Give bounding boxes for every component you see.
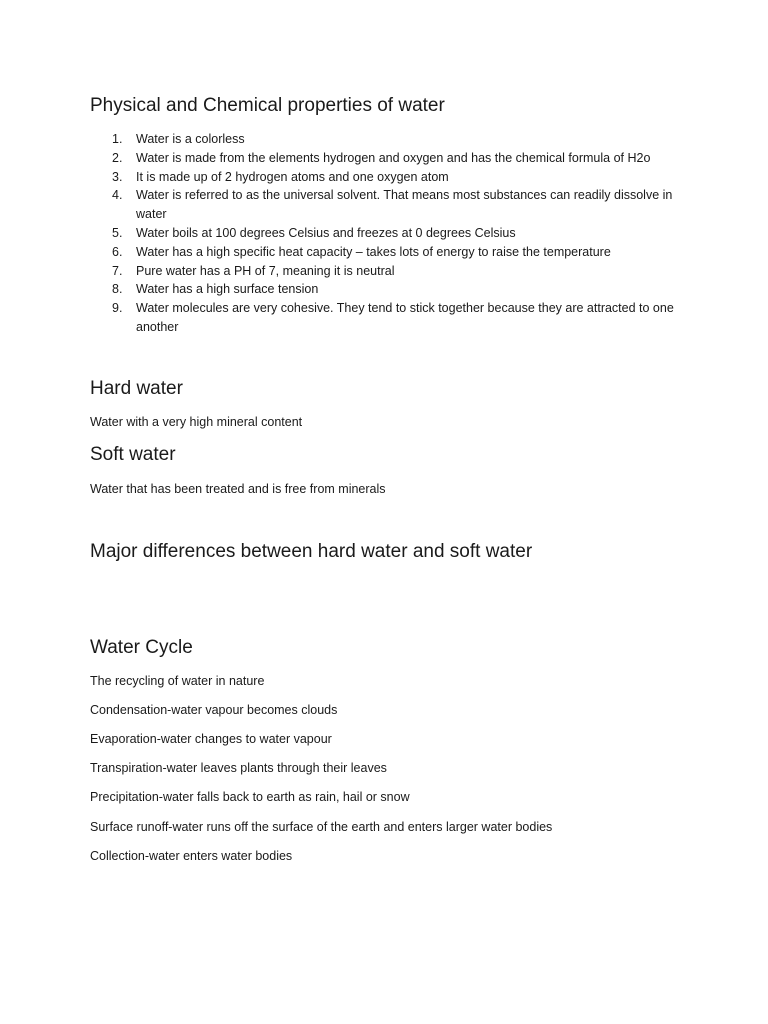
water-cycle-line: Precipitation-water falls back to earth as rain, hail or snow [90,790,410,804]
water-cycle-line: Surface runoff-water runs off the surface of the earth and enters larger water bodies [90,820,553,834]
list-item [0,186,686,224]
list-item [0,243,686,262]
list-item [0,299,686,337]
list-item [0,262,686,281]
heading-hard-water: Hard water [90,378,183,399]
list-item [0,280,686,299]
list-text: Pure water has a PH of 7, meaning it is neutral [136,263,395,278]
list-item [0,130,686,149]
water-cycle-line: Evaporation-water changes to water vapour [90,732,332,746]
list-number: 2. [112,150,123,165]
list-number: 5. [112,225,123,240]
water-cycle-line: Condensation-water vapour becomes clouds [90,703,338,717]
list-number: 3. [112,169,123,184]
water-cycle-line: Collection-water enters water bodies [90,849,293,863]
list-item [0,224,686,243]
list-number: 9. [112,301,123,316]
list-number: 1. [112,132,123,146]
heading-properties: Physical and Chemical properties of water [90,95,445,116]
list-item [0,168,686,187]
water-cycle-line: The recycling of water in nature [90,674,265,688]
list-text: It is made up of 2 hydrogen atoms and one oxygen atom [136,169,449,184]
hard-water-definition: Water with a very high mineral content [90,415,303,429]
heading-differences: Major differences between hard water and soft water [90,541,533,562]
list-text: Water is referred to as the universal solvent. That means most substances can readily dissolve in water [136,188,673,222]
list-text: Water boils at 100 degrees Celsius and freezes at 0 degrees Celsius [136,225,516,240]
list-number: 8. [112,282,123,297]
heading-water-cycle: Water Cycle [90,637,193,658]
water-cycle-line: Transpiration-water leaves plants through their leaves [90,761,387,775]
list-text: Water has a high specific heat capacity – takes lots of energy to raise the temperature [136,244,611,259]
list-text: Water molecules are very cohesive. They tend to stick together because they are attracted to one another [136,301,674,334]
list-number: 4. [112,188,123,203]
soft-water-definition: Water that has been treated and is free from minerals [90,482,386,496]
list-text: Water is made from the elements hydrogen and oxygen and has the chemical formula of H2o [136,150,651,165]
list-number: 7. [112,263,123,278]
list-number: 6. [112,244,123,259]
list-text: Water has a high surface tension [136,282,319,297]
properties-list [0,130,768,337]
heading-soft-water: Soft water [90,444,176,465]
list-text: Water is a colorless [136,132,245,146]
list-item [0,149,686,168]
